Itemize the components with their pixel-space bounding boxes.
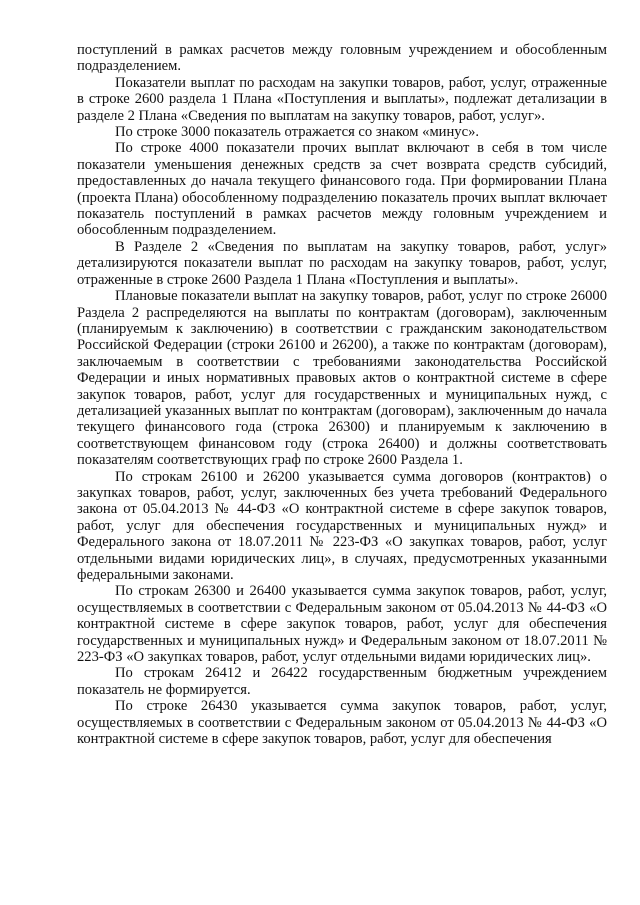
paragraph: По строке 3000 показатель отражается со знаком «минус». (115, 124, 480, 141)
paragraph: По строке 4000 показатели прочих выплат включают в себя в том числе показатели уменьшения денежных средств за счет возврата средств субсидий, предоставленных до начала текущего финансового года. При формировании Плана (проекта Плана) обособленному подразделению показатель прочих выплат включает показатель поступлений в рамках расчетов между головным учреждением и обособленным подразделением. (77, 140, 607, 239)
paragraph: Показатели выплат по расходам на закупки товаров, работ, услуг, отраженные в строке 2600 раздела 1 Плана «Поступления и выплаты», подлежат детализации в разделе 2 Плана «Сведения по выплатам на закупку товаров, работ, услуг». (77, 74, 607, 124)
paragraph: По строкам 26412 и 26422 государственным бюджетным учреждением показатель не формируется. (77, 665, 607, 698)
document-body (77, 42, 607, 747)
paragraph: Плановые показатели выплат на закупку товаров, работ, услуг по строке 26000 Раздела 2 распределяются на выплаты по контрактам (договорам), заключенным (планируемым к заключению) в соответствии с гражданским законодательством Российской Федерации (строки 26100 и 26200), а также по контрактам (договорам), заключаемым в соответствии с требованиями законодательства Российской Федерации и иных нормативных правовых актов о контрактной системе в сфере закупок товаров, работ, услуг для государственных и муниципальных нужд, с детализацией указанных выплат по контрактам (договорам), заключенным до начала текущего финансового года (строка 26300) и планируемым к заключению в соответствующем финансовом году (строка 26400) и должны соответствовать показателям соответствующих граф по строке 2600 Раздела 1. (77, 288, 607, 469)
paragraph: По строке 26430 указывается сумма закупок товаров, работ, услуг, осуществляемых в соответствии с Федеральным законом от 05.04.2013 № 44-ФЗ «О контрактной системе в сфере закупок товаров, работ, услуг для обеспечения (77, 698, 607, 748)
paragraph: По строкам 26300 и 26400 указывается сумма закупок товаров, работ, услуг, осуществляемых в соответствии с Федеральным законом от 05.04.2013 № 44-ФЗ «О контрактной системе в сфере закупок товаров, работ, услуг для обеспечения государственных и муниципальных нужд» и Федеральным законом от 18.07.2011 № 223-ФЗ «О закупках товаров, работ, услуг отдельными видами юридических лиц». (77, 583, 607, 666)
paragraph-continuation: поступлений в рамках расчетов между головным учреждением и обособленным подразделением. (77, 42, 607, 75)
paragraph: По строкам 26100 и 26200 указывается сумма договоров (контрактов) о закупках товаров, работ, услуг, заключенных без учета требований Федерального закона от 05.04.2013 № 44-ФЗ «О контрактной системе в сфере закупок товаров, работ, услуг для обеспечения государственных и муниципальных нужд» и Федерального закона от 18.07.2011 № 223-ФЗ «О закупках товаров, работ, услуг отдельными видами юридических лиц», в случаях, предусмотренных указанными федеральными законами. (77, 468, 607, 583)
paragraph: В Разделе 2 «Сведения по выплатам на закупку товаров, работ, услуг» детализируются показатели выплат по расходам на закупку товаров, работ, услуг, отраженные в строке 2600 Раздела 1 Плана «Поступления и выплаты». (77, 238, 607, 288)
